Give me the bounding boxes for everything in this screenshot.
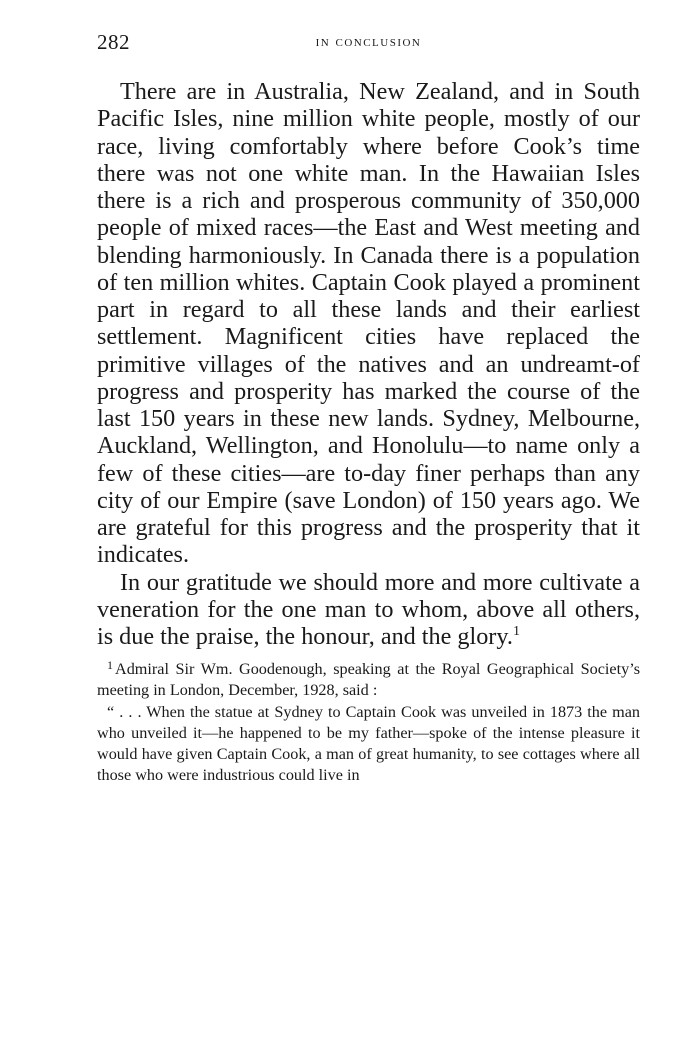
footnote-intro-text: Admiral Sir Wm. Goodenough, speaking at the Royal Geographical Society’s meeting in London, December, 1928, said : — [97, 660, 640, 700]
book-page — [97, 30, 640, 786]
running-head — [97, 30, 640, 60]
footnote — [97, 659, 640, 786]
paragraph — [97, 569, 640, 651]
footnote-marker: 1 — [107, 658, 113, 673]
footnote-quote — [97, 702, 640, 787]
page-number: 282 — [97, 30, 130, 54]
paragraph — [97, 78, 640, 569]
paragraph-text: There are in Australia, New Zealand, and in South Pacific Isles, nine million white people, mostly of our race, living comfortably where before Cook’s time there was not one white man. In the Hawaiian Isles there is a rich and prosperous community of 350,000 people of mixed races—the East and West meeting and blending harmoniously. In Canada there is a population of ten million whites. Captain Cook played a prominent part in regard to all these lands and their earliest settlement. Magnificent cities have replaced the primitive villages of the natives and an undreamt-of progress and prosperity has marked the course of the last 150 years in these new lands. Sydney, Melbourne, Auckland, Wellington, and Honolulu—to name only a few of these cities—are to-day finer perhaps than any city of our Empire (save London) of 150 years ago. We are grateful for this progress and the prosperity that it indicates. — [97, 78, 640, 569]
body-text — [97, 78, 640, 650]
footnote-intro — [97, 659, 640, 701]
running-title: in conclusion — [315, 34, 422, 50]
footnote-quote-text: “ . . . When the statue at Sydney to Captain Cook was unveiled in 1873 the man who unveiled it—he happened to be my father—spoke of the intense pleasure it would have given Captain Cook, a man of great humanity, to see cottages where all those who were industrious could live in — [97, 702, 640, 785]
paragraph-text: In our gratitude we should more and more cultivate a veneration for the one man to whom, above all others, is due the praise, the honour, and the glory. — [97, 568, 640, 650]
footnote-reference[interactable]: 1 — [512, 624, 520, 639]
